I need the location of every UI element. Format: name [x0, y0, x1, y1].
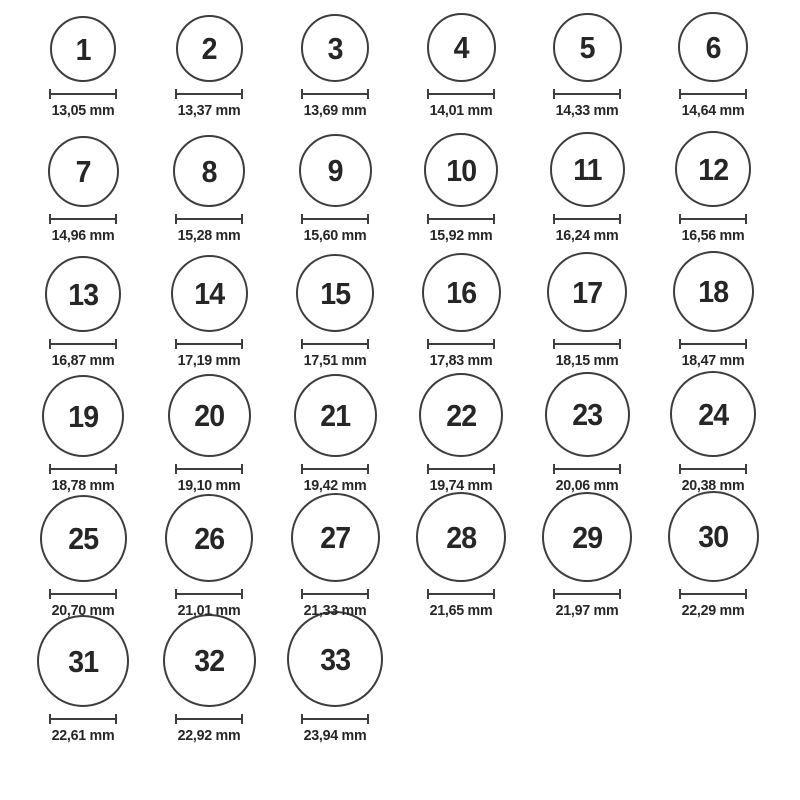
ring-circle: [547, 252, 627, 332]
ring-size-item: [524, 13, 650, 125]
diameter-measure-line: [679, 89, 747, 99]
ring-circle: [176, 15, 243, 82]
ring-size-item: [650, 491, 776, 625]
ring-circle: [427, 13, 496, 82]
diameter-label: 14,64 mm: [681, 102, 745, 119]
diameter-measure-line: [427, 214, 495, 224]
diameter-measure-line: [175, 589, 243, 599]
ring-circle: [419, 373, 503, 457]
ring-circle: [291, 493, 380, 582]
ring-size-number: 32: [194, 643, 224, 678]
diameter-measure-line: [175, 89, 243, 99]
ring-circle: [173, 135, 245, 207]
ring-size-number: 28: [446, 519, 476, 555]
diameter-label: 19,10 mm: [177, 477, 241, 494]
ring-circle: [542, 492, 632, 582]
ring-size-number: 21: [320, 398, 350, 433]
ring-size-number: 25: [68, 521, 98, 556]
ring-circle: [668, 491, 759, 582]
measure-line-bar: [177, 593, 241, 595]
ring-circle: [287, 611, 383, 707]
diameter-label: 17,83 mm: [429, 352, 493, 369]
diameter-measure-line: [301, 714, 369, 724]
ring-circle: [673, 251, 754, 332]
ring-size-item: [20, 136, 146, 250]
measure-line-bar: [303, 593, 367, 595]
diameter-label: 18,15 mm: [555, 352, 619, 369]
ring-size-row: [20, 125, 800, 250]
ring-circle: [670, 371, 756, 457]
ring-size-item: [20, 16, 146, 125]
measure-line-bar: [51, 343, 115, 345]
measure-line-bar: [429, 218, 493, 220]
ring-size-item: [524, 252, 650, 375]
measure-line-bar: [303, 343, 367, 345]
measure-line-bar: [555, 93, 619, 95]
ring-size-item: [650, 251, 776, 375]
ring-size-number: 22: [446, 397, 476, 433]
ring-size-number: 18: [698, 274, 728, 309]
ring-size-number: 29: [572, 519, 602, 555]
diameter-label: 15,60 mm: [303, 227, 367, 244]
measure-line-bar: [51, 218, 115, 220]
diameter-label: 21,65 mm: [429, 602, 493, 619]
ring-size-number: 10: [446, 152, 476, 188]
ring-size-number: 15: [320, 275, 350, 311]
ring-size-item: [650, 12, 776, 125]
ring-size-number: 1: [75, 31, 91, 67]
diameter-measure-line: [301, 214, 369, 224]
diameter-measure-line: [49, 589, 117, 599]
ring-size-item: [524, 132, 650, 250]
diameter-measure-line: [175, 464, 243, 474]
ring-size-number: 16: [446, 275, 476, 310]
measure-line-bar: [429, 468, 493, 470]
measure-line-bar: [303, 468, 367, 470]
ring-size-row: [20, 250, 800, 375]
diameter-label: 20,70 mm: [51, 602, 115, 619]
ring-size-number: 20: [194, 398, 224, 433]
ring-size-item: [272, 134, 398, 250]
ring-size-number: 33: [320, 641, 350, 677]
ring-size-number: 27: [320, 520, 350, 555]
diameter-label: 19,74 mm: [429, 477, 493, 494]
measure-line-bar: [555, 343, 619, 345]
diameter-label: 16,87 mm: [51, 352, 115, 369]
ring-size-number: 6: [705, 29, 721, 65]
ring-size-number: 26: [194, 520, 224, 556]
ring-size-number: 7: [75, 154, 91, 189]
measure-line-bar: [51, 593, 115, 595]
diameter-label: 23,94 mm: [303, 727, 367, 744]
ring-size-number: 8: [201, 153, 217, 189]
diameter-label: 21,01 mm: [177, 602, 241, 619]
ring-circle: [37, 615, 129, 707]
measure-line-bar: [681, 343, 745, 345]
ring-size-item: [20, 375, 146, 500]
ring-circle: [163, 614, 256, 707]
measure-line-bar: [681, 468, 745, 470]
diameter-measure-line: [49, 89, 117, 99]
ring-size-row: [20, 375, 800, 500]
measure-line-bar: [681, 593, 745, 595]
ring-circle: [424, 133, 498, 207]
diameter-measure-line: [49, 464, 117, 474]
measure-line-bar: [303, 718, 367, 720]
ring-size-number: 9: [327, 153, 343, 188]
ring-size-item: [650, 131, 776, 250]
ring-circle: [168, 374, 251, 457]
ring-size-item: [20, 256, 146, 375]
diameter-measure-line: [175, 339, 243, 349]
diameter-measure-line: [553, 339, 621, 349]
ring-circle: [299, 134, 372, 207]
ring-circle: [550, 132, 625, 207]
measure-line-bar: [177, 343, 241, 345]
diameter-label: 15,28 mm: [177, 227, 241, 244]
diameter-label: 14,33 mm: [555, 102, 619, 119]
diameter-label: 15,92 mm: [429, 227, 493, 244]
diameter-label: 18,47 mm: [681, 352, 745, 369]
ring-size-item: [20, 615, 146, 750]
diameter-measure-line: [427, 464, 495, 474]
diameter-measure-line: [49, 339, 117, 349]
ring-circle: [50, 16, 116, 82]
ring-size-item: [650, 371, 776, 500]
ring-size-item: [146, 494, 272, 625]
ring-size-number: 23: [572, 397, 602, 432]
ring-size-item: [146, 255, 272, 375]
ring-size-item: [146, 135, 272, 250]
diameter-label: 21,97 mm: [555, 602, 619, 619]
diameter-label: 14,96 mm: [51, 227, 115, 244]
ring-circle: [553, 13, 622, 82]
ring-size-item: [398, 133, 524, 250]
ring-size-number: 30: [698, 519, 728, 554]
ring-circle: [45, 256, 121, 332]
ring-size-item: [20, 495, 146, 625]
diameter-label: 16,56 mm: [681, 227, 745, 244]
diameter-measure-line: [679, 464, 747, 474]
diameter-measure-line: [427, 89, 495, 99]
diameter-label: 19,42 mm: [303, 477, 367, 494]
ring-circle: [301, 14, 369, 82]
ring-size-number: 4: [453, 30, 469, 65]
measure-line-bar: [51, 468, 115, 470]
ring-size-row: [20, 0, 800, 125]
diameter-label: 14,01 mm: [429, 102, 493, 119]
ring-size-number: 2: [201, 31, 217, 66]
ring-size-number: 3: [327, 30, 343, 66]
measure-line-bar: [177, 93, 241, 95]
measure-line-bar: [681, 218, 745, 220]
diameter-measure-line: [679, 339, 747, 349]
ring-size-number: 14: [194, 276, 224, 311]
measure-line-bar: [555, 218, 619, 220]
diameter-measure-line: [553, 89, 621, 99]
ring-size-item: [398, 492, 524, 625]
ring-size-item: [272, 611, 398, 750]
diameter-label: 22,92 mm: [177, 727, 241, 744]
measure-line-bar: [429, 93, 493, 95]
ring-size-number: 17: [572, 274, 602, 310]
diameter-measure-line: [49, 214, 117, 224]
diameter-label: 16,24 mm: [555, 227, 619, 244]
ring-size-item: [524, 372, 650, 500]
diameter-measure-line: [553, 214, 621, 224]
diameter-label: 20,38 mm: [681, 477, 745, 494]
diameter-label: 18,78 mm: [51, 477, 115, 494]
diameter-measure-line: [427, 339, 495, 349]
diameter-measure-line: [679, 589, 747, 599]
diameter-label: 21,33 mm: [303, 602, 367, 619]
ring-size-item: [146, 614, 272, 750]
ring-circle: [48, 136, 119, 207]
diameter-label: 17,51 mm: [303, 352, 367, 369]
ring-circle: [171, 255, 248, 332]
ring-size-number: 5: [579, 30, 595, 65]
ring-size-item: [146, 15, 272, 125]
diameter-measure-line: [175, 214, 243, 224]
diameter-measure-line: [301, 89, 369, 99]
diameter-label: 13,69 mm: [303, 102, 367, 119]
measure-line-bar: [51, 718, 115, 720]
ring-circle: [296, 254, 374, 332]
measure-line-bar: [51, 93, 115, 95]
ring-size-item: [146, 374, 272, 500]
diameter-label: 17,19 mm: [177, 352, 241, 369]
ring-size-item: [272, 14, 398, 125]
ring-size-item: [524, 492, 650, 625]
diameter-measure-line: [679, 214, 747, 224]
measure-line-bar: [555, 468, 619, 470]
ring-size-number: 31: [68, 643, 98, 679]
diameter-label: 22,29 mm: [681, 602, 745, 619]
diameter-measure-line: [553, 589, 621, 599]
diameter-measure-line: [49, 714, 117, 724]
ring-circle: [40, 495, 127, 582]
ring-circle: [294, 374, 377, 457]
ring-circle: [42, 375, 124, 457]
measure-line-bar: [303, 93, 367, 95]
diameter-measure-line: [301, 339, 369, 349]
ring-size-row: [20, 625, 800, 750]
ring-size-item: [398, 13, 524, 125]
measure-line-bar: [555, 593, 619, 595]
ring-size-number: 24: [698, 396, 728, 432]
ring-circle: [422, 253, 501, 332]
ring-size-number: 11: [572, 152, 602, 187]
ring-circle: [678, 12, 748, 82]
diameter-label: 13,37 mm: [177, 102, 241, 119]
ring-size-item: [272, 493, 398, 625]
measure-line-bar: [177, 218, 241, 220]
ring-circle: [675, 131, 751, 207]
measure-line-bar: [177, 468, 241, 470]
ring-size-item: [398, 373, 524, 500]
ring-circle: [416, 492, 506, 582]
ring-size-number: 19: [68, 398, 98, 434]
diameter-measure-line: [301, 464, 369, 474]
ring-size-item: [272, 374, 398, 500]
measure-line-bar: [429, 343, 493, 345]
diameter-measure-line: [175, 714, 243, 724]
measure-line-bar: [303, 218, 367, 220]
measure-line-bar: [681, 93, 745, 95]
diameter-measure-line: [553, 464, 621, 474]
ring-circle: [165, 494, 253, 582]
diameter-label: 20,06 mm: [555, 477, 619, 494]
ring-size-number: 13: [68, 276, 98, 312]
measure-line-bar: [429, 593, 493, 595]
measure-line-bar: [177, 718, 241, 720]
ring-circle: [545, 372, 630, 457]
diameter-measure-line: [301, 589, 369, 599]
ring-size-item: [272, 254, 398, 375]
diameter-label: 22,61 mm: [51, 727, 115, 744]
ring-size-number: 12: [698, 151, 728, 187]
ring-size-row: [20, 500, 800, 625]
ring-size-item: [398, 253, 524, 375]
diameter-measure-line: [427, 589, 495, 599]
diameter-label: 13,05 mm: [51, 102, 115, 119]
